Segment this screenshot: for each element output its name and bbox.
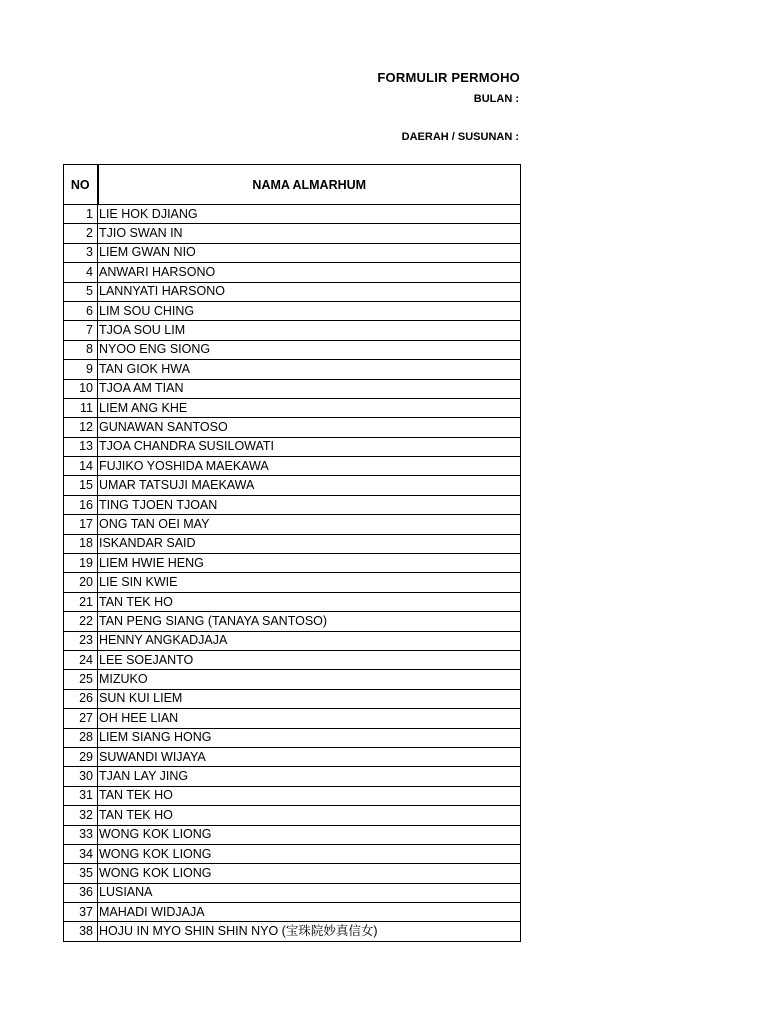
row-name: LIEM GWAN NIO [98,243,521,262]
table-row [64,844,521,863]
row-name: SUWANDI WIJAYA [98,747,521,766]
row-name: LEE SOEJANTO [98,650,521,669]
row-number: 38 [64,922,98,941]
table-row [64,786,521,805]
row-name: LANNYATI HARSONO [98,282,521,301]
table-row [64,631,521,650]
row-number: 7 [64,321,98,340]
names-table [63,164,521,942]
row-number: 27 [64,709,98,728]
table-row [64,205,521,224]
row-number: 32 [64,806,98,825]
row-number: 10 [64,379,98,398]
row-name: SUN KUI LIEM [98,689,521,708]
row-name: TJAN LAY JING [98,767,521,786]
table-row [64,903,521,922]
row-name: LIEM SIANG HONG [98,728,521,747]
row-number: 29 [64,747,98,766]
row-name: MAHADI WIDJAJA [98,903,521,922]
column-header-name: NAMA ALMARHUM [98,165,521,205]
table-row [64,650,521,669]
row-name: TAN TEK HO [98,786,521,805]
table-row [64,728,521,747]
row-number: 13 [64,437,98,456]
table-row [64,243,521,262]
row-name: ISKANDAR SAID [98,534,521,553]
row-name: LIEM HWIE HENG [98,554,521,573]
row-number: 2 [64,224,98,243]
row-name: TAN TEK HO [98,806,521,825]
row-name: LIE SIN KWIE [98,573,521,592]
row-name: WONG KOK LIONG [98,825,521,844]
row-name: TJOA AM TIAN [98,379,521,398]
row-number: 36 [64,883,98,902]
row-name: TING TJOEN TJOAN [98,495,521,514]
row-number: 5 [64,282,98,301]
table-row [64,263,521,282]
table-row [64,806,521,825]
row-name: TAN TEK HO [98,592,521,611]
table-row [64,670,521,689]
table-row [64,437,521,456]
table-row [64,922,521,941]
row-name: LIM SOU CHING [98,301,521,320]
row-name: HENNY ANGKADJAJA [98,631,521,650]
row-name: ONG TAN OEI MAY [98,515,521,534]
row-number: 12 [64,418,98,437]
row-number: 1 [64,205,98,224]
row-name: MIZUKO [98,670,521,689]
row-number: 15 [64,476,98,495]
row-name: WONG KOK LIONG [98,844,521,863]
table-row [64,825,521,844]
row-number: 22 [64,612,98,631]
row-number: 21 [64,592,98,611]
row-name: LIE HOK DJIANG [98,205,521,224]
row-number: 30 [64,767,98,786]
row-number: 25 [64,670,98,689]
table-row [64,398,521,417]
table-row [64,379,521,398]
page-title: FORMULIR PERMOHO [377,70,520,85]
row-name: LUSIANA [98,883,521,902]
table-body [64,205,521,942]
row-number: 20 [64,573,98,592]
row-name: UMAR TATSUJI MAEKAWA [98,476,521,495]
row-name: HOJU IN MYO SHIN SHIN NYO (宝珠院妙真信女) [98,922,521,941]
row-number: 14 [64,457,98,476]
row-number: 3 [64,243,98,262]
table-row [64,321,521,340]
table-row [64,224,521,243]
row-number: 34 [64,844,98,863]
table-row [64,457,521,476]
row-number: 8 [64,340,98,359]
table-row [64,418,521,437]
column-header-no: NO [64,165,98,205]
table-row [64,554,521,573]
row-number: 6 [64,301,98,320]
table-row [64,767,521,786]
row-number: 4 [64,263,98,282]
table-row [64,864,521,883]
row-number: 11 [64,398,98,417]
row-number: 18 [64,534,98,553]
row-name: NYOO ENG SIONG [98,340,521,359]
row-name: FUJIKO YOSHIDA MAEKAWA [98,457,521,476]
row-number: 23 [64,631,98,650]
row-number: 9 [64,360,98,379]
table-row [64,573,521,592]
table-row [64,301,521,320]
row-number: 33 [64,825,98,844]
row-name: TAN PENG SIANG (TANAYA SANTOSO) [98,612,521,631]
table-header-row [64,165,521,205]
row-number: 17 [64,515,98,534]
row-number: 16 [64,495,98,514]
table-row [64,747,521,766]
table-row [64,709,521,728]
row-number: 26 [64,689,98,708]
row-name: LIEM ANG KHE [98,398,521,417]
row-number: 24 [64,650,98,669]
table-row [64,612,521,631]
table-row [64,282,521,301]
bulan-label: BULAN : [473,93,519,105]
daerah-label: DAERAH / SUSUNAN : [401,131,519,143]
row-number: 19 [64,554,98,573]
table-row [64,515,521,534]
table-row [64,689,521,708]
table-row [64,360,521,379]
table-row [64,883,521,902]
table-row [64,592,521,611]
row-number: 28 [64,728,98,747]
table-row [64,534,521,553]
row-name: GUNAWAN SANTOSO [98,418,521,437]
table-row [64,476,521,495]
row-name: ANWARI HARSONO [98,263,521,282]
row-name: TAN GIOK HWA [98,360,521,379]
table-row [64,340,521,359]
row-number: 31 [64,786,98,805]
row-number: 37 [64,903,98,922]
row-number: 35 [64,864,98,883]
row-name: WONG KOK LIONG [98,864,521,883]
row-name: TJOA SOU LIM [98,321,521,340]
row-name: OH HEE LIAN [98,709,521,728]
table-row [64,495,521,514]
row-name: TJOA CHANDRA SUSILOWATI [98,437,521,456]
row-name: TJIO SWAN IN [98,224,521,243]
